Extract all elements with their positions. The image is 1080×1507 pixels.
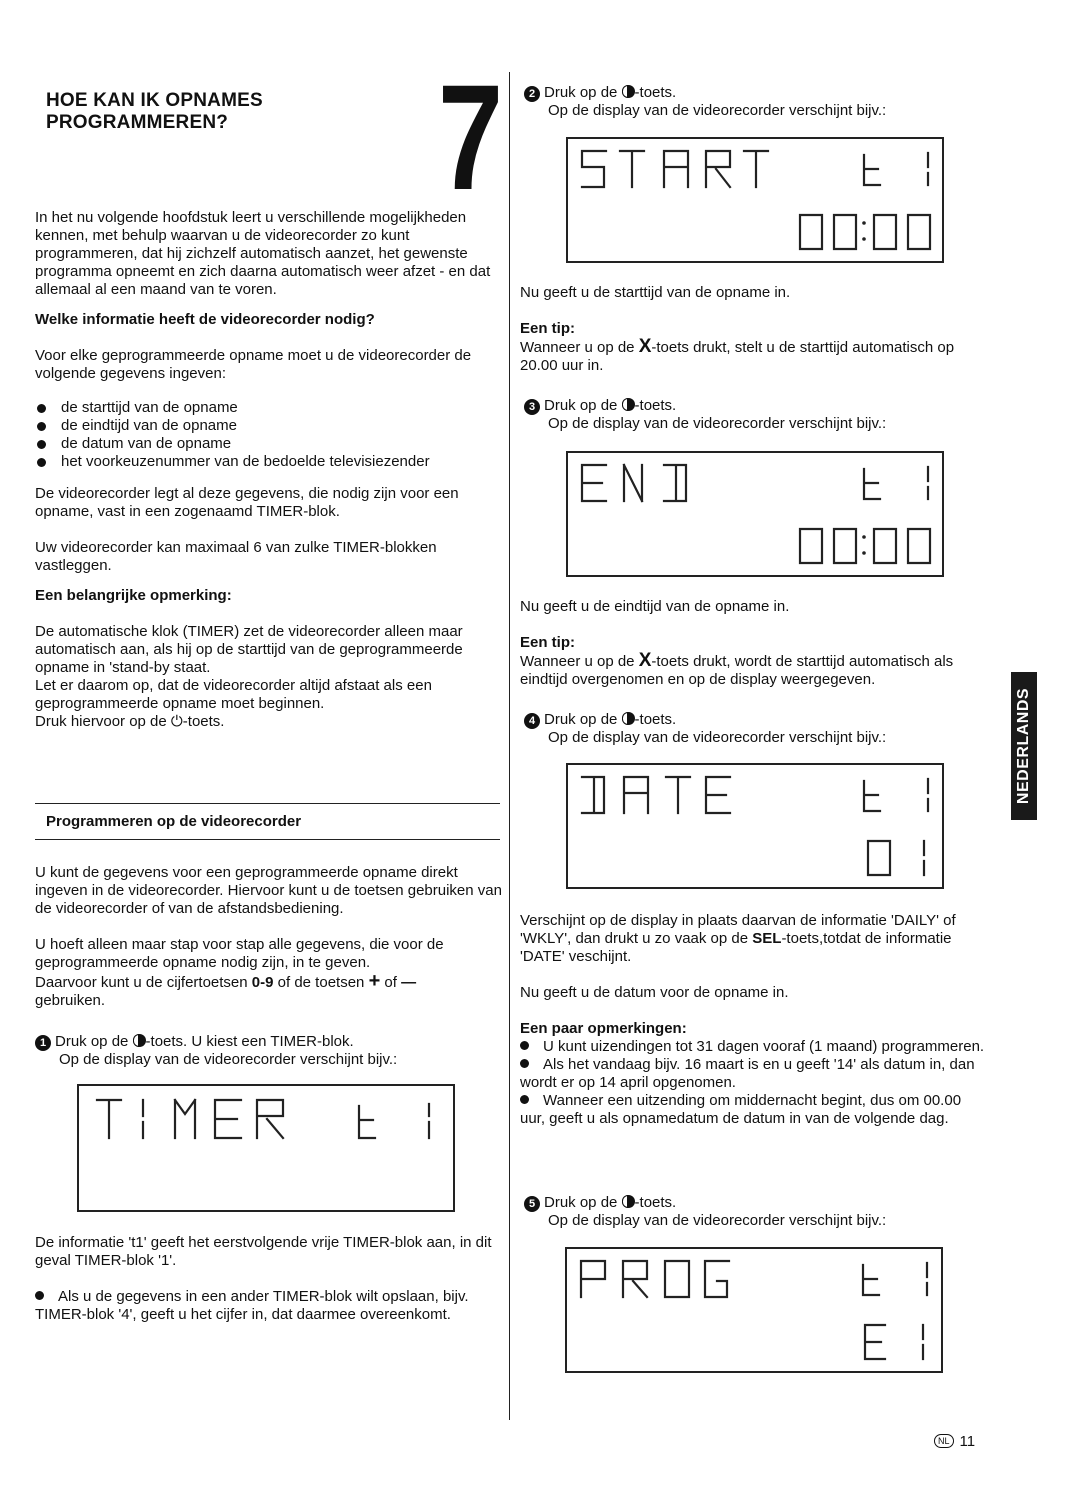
- page-footer: [934, 1433, 975, 1451]
- step-3-instruction: Op de display van de videorecorder verschijnt bijv.:: [548, 415, 887, 432]
- column-divider: [509, 72, 510, 1420]
- lcd-char: [215, 1100, 241, 1138]
- remark-item: Wanneer een uitzending om middernacht begint, dus om 00.00 uur, geeft u als opnamedatum de datum in van de volgende dag.: [520, 1092, 988, 1128]
- lcd-char: [624, 465, 642, 501]
- after-4-text-b: Nu geeft u de datum voor de opname in.: [520, 984, 789, 1001]
- lcd-char: [175, 1100, 195, 1138]
- key-icon: [133, 1034, 146, 1047]
- tip-heading: Een tip:: [520, 320, 575, 337]
- plus-key: +: [368, 970, 381, 992]
- step-2-number: 2: [524, 86, 540, 102]
- section-rule-bottom: [35, 839, 500, 840]
- language-badge: NL: [934, 1434, 954, 1448]
- step-5-number: 5: [524, 1196, 540, 1212]
- step-1-number: 1: [35, 1035, 51, 1051]
- lcd-display-date: [566, 763, 944, 889]
- list-item: de datum van de opname: [35, 435, 503, 453]
- chapter-title: [46, 90, 263, 134]
- chapter-title-line2: PROGRAMMEREN?: [46, 112, 229, 133]
- lcd-display-start: [566, 137, 944, 263]
- lcd-char: [864, 155, 880, 185]
- remarks-heading: Een paar opmerkingen:: [520, 1020, 687, 1037]
- key-icon: [622, 398, 635, 411]
- lcd-char: [834, 529, 856, 563]
- section-body: [35, 864, 503, 1010]
- note-heading: Een belangrijke opmerking:: [35, 587, 232, 604]
- lcd-display-timer: [77, 1084, 455, 1212]
- step-2-instruction: Op de display van de videorecorder verschijnt bijv.:: [548, 102, 887, 119]
- step-5-instruction: Op de display van de videorecorder verschijnt bijv.:: [548, 1212, 887, 1229]
- t1-paragraph: De informatie 't1' geeft het eerstvolgende vrije TIMER-blok aan, in dit geval TIMER-blok '1'.: [35, 1234, 492, 1269]
- step-4-number: 4: [524, 713, 540, 729]
- lcd-char: [582, 777, 604, 813]
- lcd-char: [664, 151, 688, 187]
- x-key: X: [638, 650, 652, 671]
- t1-bullet: Als u de gegevens in een ander TIMER-blok wilt opslaan, bijv. TIMER-blok '4', geeft u het cijfer in, dat daarmee overeenkomt.: [35, 1288, 503, 1324]
- lcd-char: [908, 529, 930, 563]
- lcd-char: [864, 781, 880, 811]
- section-paragraph-2a: U hoeft alleen maar stap voor stap alle gegevens, die voor de geprogrammeerde opname nodig zijn, in te geven.: [35, 936, 444, 971]
- lcd-char: [908, 215, 930, 249]
- tip-3-text: Wanneer u op de X-toets drukt, wordt de starttijd automatisch als eindtijd overgenomen en op de display weergegeven.: [520, 650, 954, 688]
- t1-explanation: [35, 1234, 503, 1324]
- lcd-colon: [862, 535, 866, 555]
- lcd-char: [359, 1106, 375, 1138]
- section-heading: Programmeren op de videorecorder: [46, 813, 302, 830]
- step-3-after: [520, 598, 980, 689]
- lcd-char: [582, 465, 606, 501]
- x-key: X: [638, 336, 652, 357]
- lcd-char: [874, 215, 896, 249]
- lcd-char: [800, 215, 822, 249]
- note-text-1: De automatische klok (TIMER) zet de videorecorder alleen maar automatisch aan, als hij op de starttijd van de geprogrammeerde opname in 'stand-by staat.: [35, 623, 463, 676]
- lcd-char: [834, 215, 856, 249]
- page-number: 11: [959, 1433, 976, 1450]
- minus-key: —: [401, 974, 417, 991]
- sel-key: SEL: [752, 930, 782, 947]
- chapter-title-line1: HOE KAN IK OPNAMES: [46, 90, 263, 111]
- list-item: de starttijd van de opname: [35, 399, 503, 417]
- intro-paragraph: In het nu volgende hoofdstuk leert u verschillende mogelijkheden kennen, met behulp waarvan u de videorecorder zo kunt programmeren, dat hij zichzelf automatisch aanzet, het gewenste programma opneemt en zich daarna automatisch weer afzet - en dat allemaal al een maand van te voren.: [35, 209, 491, 298]
- step-4-instruction: Op de display van de videorecorder verschijnt bijv.:: [548, 729, 887, 746]
- list-item: het voorkeuzenummer van de bedoelde televisiezender: [35, 453, 503, 471]
- requirements-list: [35, 399, 503, 471]
- lcd-char: [865, 1325, 885, 1359]
- lcd-char: [864, 469, 880, 499]
- lcd-char: [623, 1261, 647, 1297]
- lcd-char: [97, 1100, 121, 1138]
- question-heading: Welke informatie heeft de videorecorder nodig?: [35, 311, 375, 328]
- step-3: 3 Druk op de -toets. Op de display van de videorecorder verschijnt bijv.:: [524, 397, 974, 433]
- section-rule-top: [35, 803, 500, 804]
- lcd-char: [744, 151, 768, 187]
- section-paragraph-2b: Daarvoor kunt u de cijfertoetsen 0-9 of de toetsen + of — gebruiken.: [35, 970, 417, 1009]
- remark-item: U kunt uizendingen tot 31 dagen vooraf (1 maand) programmeren.: [520, 1038, 988, 1056]
- step-3-number: 3: [524, 399, 540, 415]
- lcd-display-end: [566, 451, 944, 577]
- lcd-char: [582, 151, 606, 187]
- lcd-char: [863, 1265, 879, 1295]
- lcd-char: [665, 1261, 689, 1297]
- lcd-char: [624, 777, 648, 813]
- step-4-after: [520, 912, 988, 1128]
- step-5: 5 Druk op de -toets. Op de display van de videorecorder verschijnt bijv.:: [524, 1194, 974, 1230]
- lcd-display-prog: [565, 1247, 943, 1373]
- lcd-char: [874, 529, 896, 563]
- section-paragraph-1: U kunt de gegevens voor een geprogrammeerde opname direkt ingeven in de videorecorder. Hiervoor kunt u de toetsen gebruiken van de videorecorder of van de afstandsbediening.: [35, 864, 502, 917]
- step-1-instruction: Op de display van de videorecorder verschijnt bijv.:: [59, 1051, 398, 1068]
- note-text-3: Druk hiervoor op de ⏻-toets.: [35, 713, 225, 730]
- key-icon: [622, 85, 635, 98]
- lcd-char: [257, 1100, 283, 1138]
- after-2-text: Nu geeft u de starttijd van de opname in.: [520, 284, 791, 301]
- lcd-char: [800, 529, 822, 563]
- key-icon: [622, 1195, 635, 1208]
- lcd-char: [706, 151, 730, 187]
- key-icon: [622, 712, 635, 725]
- step-1: 1 Druk op de -toets. U kiest een TIMER-blok. Op de display van de videorecorder verschijnt bijv.:: [35, 1033, 505, 1069]
- lcd-char: [705, 1261, 729, 1297]
- lcd-char: [666, 777, 690, 813]
- lcd-char: [664, 465, 686, 501]
- remark-item: Als het vandaag bijv. 16 maart is en u geeft '14' als datum in, dan wordt er op 14 april opgenomen.: [520, 1056, 988, 1092]
- language-tab: NEDERLANDS: [1011, 672, 1037, 820]
- lcd-char: [706, 777, 730, 813]
- lcd-char: [581, 1261, 605, 1297]
- step-2: 2 Druk op de -toets. Op de display van de videorecorder verschijnt bijv.:: [524, 84, 974, 120]
- after-3-text: Nu geeft u de eindtijd van de opname in.: [520, 598, 790, 615]
- max-blocks-paragraph: Uw videorecorder kan maximaal 6 van zulke TIMER-blokken vastleggen.: [35, 539, 437, 574]
- list-item: de eindtijd van de opname: [35, 417, 503, 435]
- note-text-2: Let er daarom op, dat de videorecorder altijd afstaat als een geprogrammeerde opname moet beginnen.: [35, 677, 432, 712]
- lcd-char: [620, 151, 644, 187]
- lcd-char: [868, 841, 890, 875]
- question-text: Voor elke geprogrammeerde opname moet u de videorecorder de volgende gegevens ingeven:: [35, 347, 472, 382]
- after-4-text: Verschijnt op de display in plaats daarvan de informatie 'DAILY' of 'WKLY', dan drukt u zo vaak op de SEL-toets,totdat de informatie 'DATE' veschijnt.: [520, 912, 956, 965]
- left-column: [35, 209, 503, 731]
- timer-block-paragraph: De videorecorder legt al deze gegevens, die nodig zijn voor een opname, vast in een zogenaamd TIMER-blok.: [35, 485, 459, 520]
- tip-heading: Een tip:: [520, 634, 575, 651]
- chapter-number: 7: [438, 53, 504, 221]
- power-icon: ⏻: [170, 713, 183, 730]
- lcd-timer-segments: [79, 1086, 453, 1210]
- lcd-colon: [862, 221, 866, 241]
- step-4: 4 Druk op de -toets. Op de display van de videorecorder verschijnt bijv.:: [524, 711, 974, 747]
- tip-2-text: Wanneer u op de X-toets drukt, stelt u de starttijd automatisch op 20.00 uur in.: [520, 336, 955, 374]
- step-2-after: [520, 284, 980, 375]
